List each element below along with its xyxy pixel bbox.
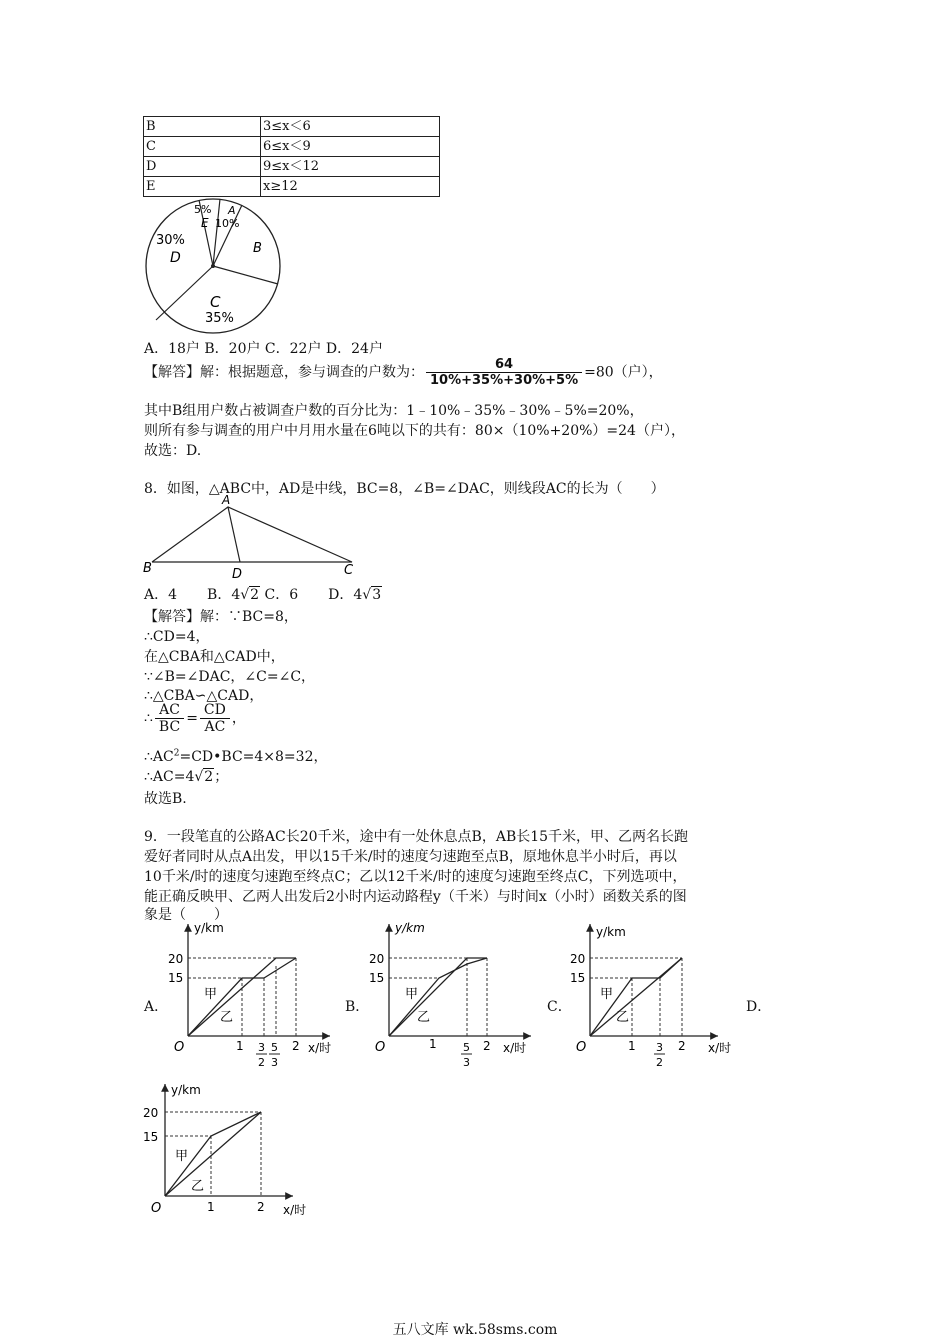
svg-text:y/km: y/km	[194, 921, 224, 935]
q8-step1: 【解答】解：∵BC=8，	[144, 609, 298, 625]
graph-c	[570, 918, 742, 1080]
svg-text:D: D	[232, 567, 243, 582]
svg-text:3: 3	[463, 1056, 470, 1069]
q7-options: A．18户 B．20户 C．22户 D．24户	[144, 341, 383, 357]
graph-b	[369, 918, 541, 1080]
q9-line1: 9．一段笔直的公路AC长20千米，途中有一处休息点B，AB长15千米，甲、乙两名长跑	[144, 829, 689, 845]
svg-text:2: 2	[678, 1039, 686, 1053]
q9-line2: 爱好者同时从点A出发，甲以15千米/时的速度匀速跑至点B，原地休息半小时后，再以	[144, 849, 677, 865]
q8-step2: ∴CD=4，	[144, 629, 210, 645]
svg-text:B: B	[143, 561, 152, 576]
q8-step3: 在△CBA和△CAD中，	[144, 649, 285, 665]
q8-triangle-figure	[140, 492, 360, 582]
svg-text:20: 20	[143, 1106, 159, 1120]
q8-step6: ∴ $\frac{AC}{BC}$ = $\frac{CD}{AC}$ ，	[144, 702, 246, 735]
svg-text:2: 2	[483, 1039, 491, 1053]
q9-option-b[interactable]: B．	[345, 999, 370, 1015]
q9-line3: 10千米/时的速度匀速跑至终点C；乙以12千米/时的速度匀速跑至终点C，下列选项中，	[144, 869, 687, 885]
q7-answer-line2: 其中B组用户数占被调查户数的百分比为：1﹣10%﹣35%﹣30%﹣5%=20%，	[144, 403, 644, 419]
page-footer: 五八文库 wk.58sms.com	[392, 1322, 558, 1338]
svg-text:A: A	[222, 493, 231, 507]
svg-text:1: 1	[236, 1039, 244, 1053]
svg-text:x/时: x/时	[283, 1203, 307, 1217]
svg-text:20: 20	[570, 952, 586, 966]
svg-text:O: O	[375, 1040, 386, 1055]
q8-step7: $\therefore AC^2=CD•BC=4\times 8=32$，	[144, 748, 328, 765]
svg-text:2: 2	[258, 1056, 265, 1069]
svg-text:O: O	[151, 1201, 162, 1216]
svg-text:15: 15	[168, 971, 184, 985]
q9-line5: 象是（ ）	[144, 907, 228, 923]
q7-answer-line1: 【解答】解：根据题意，参与调查的户数为： $\frac{64}{10\%+35\%+30\%+5\%}$ =80（户），	[144, 357, 663, 388]
svg-text:乙: 乙	[220, 1010, 234, 1025]
svg-text:5: 5	[271, 1041, 278, 1054]
pie-label-c: C	[210, 293, 221, 311]
svg-text:15: 15	[143, 1130, 159, 1144]
svg-text:1: 1	[628, 1039, 636, 1053]
q9-option-c[interactable]: C．	[547, 999, 572, 1015]
q9-option-d[interactable]: D．	[746, 999, 772, 1015]
pie-label-b: B	[253, 241, 262, 256]
pie-label-d: D	[170, 250, 181, 266]
svg-text:x/时: x/时	[308, 1041, 332, 1055]
pie-label-a: A	[228, 204, 236, 217]
svg-text:y/km: y/km	[171, 1083, 201, 1097]
svg-text:15: 15	[570, 971, 586, 985]
q8-step5: ∴△CBA∽△CAD，	[144, 688, 264, 704]
svg-text:2: 2	[292, 1039, 300, 1053]
svg-text:1: 1	[429, 1037, 437, 1051]
svg-text:乙: 乙	[191, 1179, 205, 1194]
svg-text:3: 3	[656, 1041, 663, 1054]
svg-text:y/km: y/km	[395, 921, 425, 935]
q8-question: 8．如图，△ABC中，AD是中线，BC=8，∠B=∠DAC，则线段AC的长为（ ）	[144, 481, 665, 497]
table-row: C 6≤x＜9	[144, 137, 440, 157]
table-row: B 3≤x＜6	[144, 117, 440, 137]
pie-chart	[140, 196, 290, 336]
group-table	[143, 116, 440, 197]
svg-text:3: 3	[258, 1041, 265, 1054]
q9-line4: 能正确反映甲、乙两人出发后2小时内运动路程y（千米）与时间x（小时）函数关系的图	[144, 889, 687, 905]
svg-text:甲: 甲	[405, 987, 419, 1002]
svg-text:2: 2	[656, 1056, 663, 1069]
svg-text:C: C	[344, 563, 354, 578]
svg-text:O: O	[576, 1040, 587, 1055]
q7-answer-line4: 故选：D.	[144, 443, 202, 459]
table-row: D 9≤x＜12	[144, 157, 440, 177]
q7-fraction: $\frac{64}{10\%+35\%+30\%+5\%}$	[426, 357, 582, 388]
q8-step9: 故选B.	[144, 791, 187, 807]
q8-step8: ∴AC=4√2；	[144, 769, 229, 785]
svg-text:乙: 乙	[616, 1010, 630, 1025]
pie-label-e-pct: 5%	[194, 203, 212, 216]
svg-text:O: O	[174, 1040, 185, 1055]
svg-text:甲: 甲	[175, 1149, 189, 1164]
pie-label-c-pct: 35%	[205, 311, 234, 326]
table-row: E x≥12	[144, 177, 440, 197]
svg-text:15: 15	[369, 971, 385, 985]
svg-text:2: 2	[257, 1200, 265, 1214]
graph-a	[168, 918, 340, 1080]
svg-text:甲: 甲	[600, 987, 614, 1002]
svg-text:20: 20	[369, 952, 385, 966]
svg-text:y/km: y/km	[596, 925, 626, 939]
graph-d	[143, 1080, 323, 1222]
svg-text:3: 3	[271, 1056, 278, 1069]
pie-label-d-pct: 30%	[156, 233, 185, 248]
pie-label-a-pct: 10%	[215, 217, 240, 230]
svg-text:x/时: x/时	[503, 1041, 527, 1055]
svg-text:x/时: x/时	[708, 1041, 732, 1055]
q8-options: A．4 B．4√2 C．6 D．4√3	[144, 587, 382, 603]
q7-answer-line3: 则所有参与调查的用户中月用水量在6吨以下的共有：80×（10%+20%）=24（户），	[144, 423, 685, 439]
pie-label-e: E	[201, 216, 209, 230]
svg-text:甲: 甲	[204, 987, 218, 1002]
q8-step4: ∵∠B=∠DAC，∠C=∠C，	[144, 669, 316, 685]
svg-text:1: 1	[207, 1200, 215, 1214]
svg-text:20: 20	[168, 952, 184, 966]
q9-option-a[interactable]: A．	[144, 999, 169, 1015]
svg-text:乙: 乙	[417, 1010, 431, 1025]
svg-text:5: 5	[463, 1041, 470, 1054]
